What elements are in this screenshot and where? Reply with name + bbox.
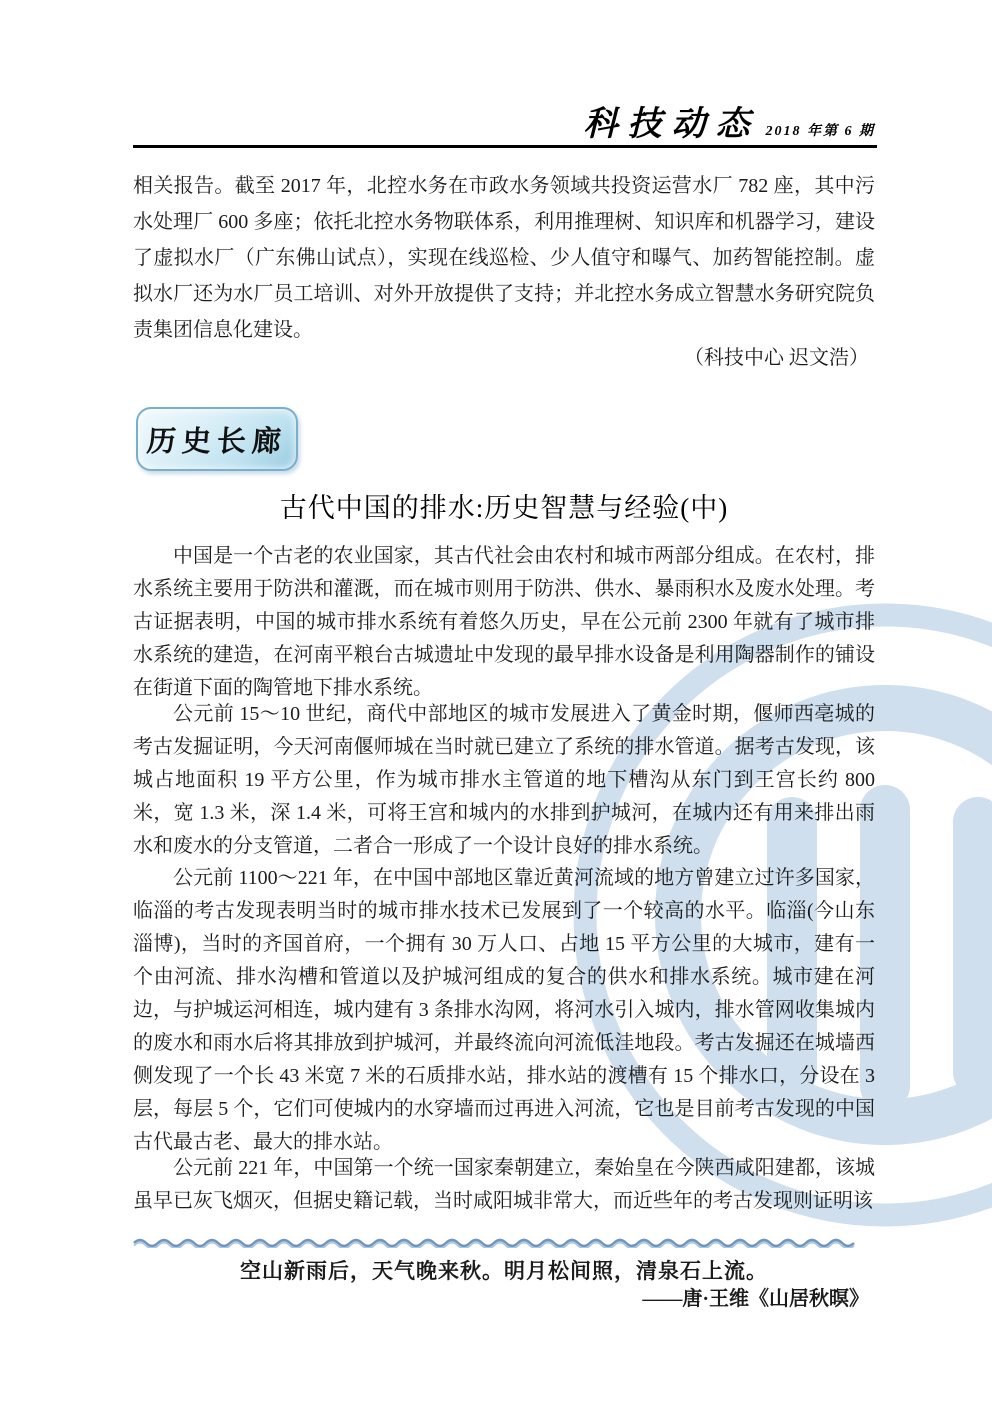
article-paragraph: 中国是一个古老的农业国家，其古代社会由农村和城市两部分组成。在农村，排水系统主要用于防洪和灌溉，而在城市则用于防洪、供水、暴雨积水及废水处理。考古证据表明，中国的城市排水系统有着悠久历史，早在公元前 2300 年就有了城市排水系统的建造，在河南平粮台古城遗址中发现的最早排水设备是利用陶器制作的铺设在街道下面的陶管地下排水系统。 bbox=[133, 545, 875, 699]
intro-byline: （科技中心 迟文浩） bbox=[684, 347, 869, 369]
footer-quote: 空山新雨后，天气晚来秋。明月松间照，清泉石上流。 bbox=[240, 1259, 768, 1283]
footer-attribution: ——唐·王维《山居秋暝》 bbox=[642, 1288, 869, 1310]
article-paragraph: 公元前 15～10 世纪，商代中部地区的城市发展进入了黄金时期，偃师西亳城的考古发掘证明，今天河南偃师城在当时就已建立了系统的排水管道。据考古发现，该城占地面积 19 平方公里，作为城市排水主管道的地下槽沟从东门到王宫长约 800 米，宽 1.3 米，深 1.4 米，可将王宫和城内的水排到护城河，在城内还有用来排出雨水和废水的分支管道，二者合一形成了一个设计良好的排水系统。 bbox=[133, 703, 875, 857]
article-paragraph: 公元前 1100～221 年，在中国中部地区靠近黄河流域的地方曾建立过许多国家，临淄的考古发现表明当时的城市排水技术已发展到了一个较高的水平。临淄(今山东淄博)，当时的齐国首府，一个拥有 30 万人口、占地 15 平方公里的大城市，建有一个由河流、排水沟槽和管道以及护城河组成的复合的供水和排水系统。城市建在河边，与护城运河相连，城内建有 3 条排水沟网，将河水引入城内，排水管网收集城内的废水和雨水后将其排放到护城河，并最终流向河流低洼地段。考古发掘还在城墙西侧发现了一个长 43 米宽 7 米的石质排水站，排水站的渡槽有 15 个排水口，分设在 3 层，每层 5 个，它们可使城内的水穿墙而过再进入河流，它也是目前考古发现的中国古代最古老、最大的排水站。 bbox=[133, 867, 875, 1153]
section-badge bbox=[136, 407, 298, 471]
journal-title: 科技动态 bbox=[583, 106, 760, 143]
intro-paragraph: 相关报告。截至 2017 年，北控水务在市政水务领域共投资运营水厂 782 座，其中污水处理厂 600 多座；依托北控水务物联体系，利用推理树、知识库和机器学习，建设了虚拟水厂（广东佛山试点），实现在线巡检、少人值守和曝气、加药智能控制。虚拟水厂还为水厂员工培训、对外开放提供了支持；并北控水务成立智慧水务研究院负责集团信息化建设。 bbox=[133, 175, 875, 341]
article-paragraph: 公元前 221 年，中国第一个统一国家秦朝建立，秦始皇在今陕西咸阳建都，该城虽早已灰飞烟灭，但据史籍记载，当时咸阳城非常大，而近些年的考古发现则证明该 bbox=[133, 1157, 875, 1212]
header-rule bbox=[133, 145, 877, 148]
article-title: 古代中国的排水:历史智慧与经验(中) bbox=[279, 493, 729, 523]
footer-wave-divider bbox=[133, 1234, 859, 1248]
journal-issue-label: 2018 年第 6 期 bbox=[765, 124, 875, 139]
masthead bbox=[133, 96, 875, 145]
section-badge-label: 历史长廊 bbox=[145, 425, 288, 458]
